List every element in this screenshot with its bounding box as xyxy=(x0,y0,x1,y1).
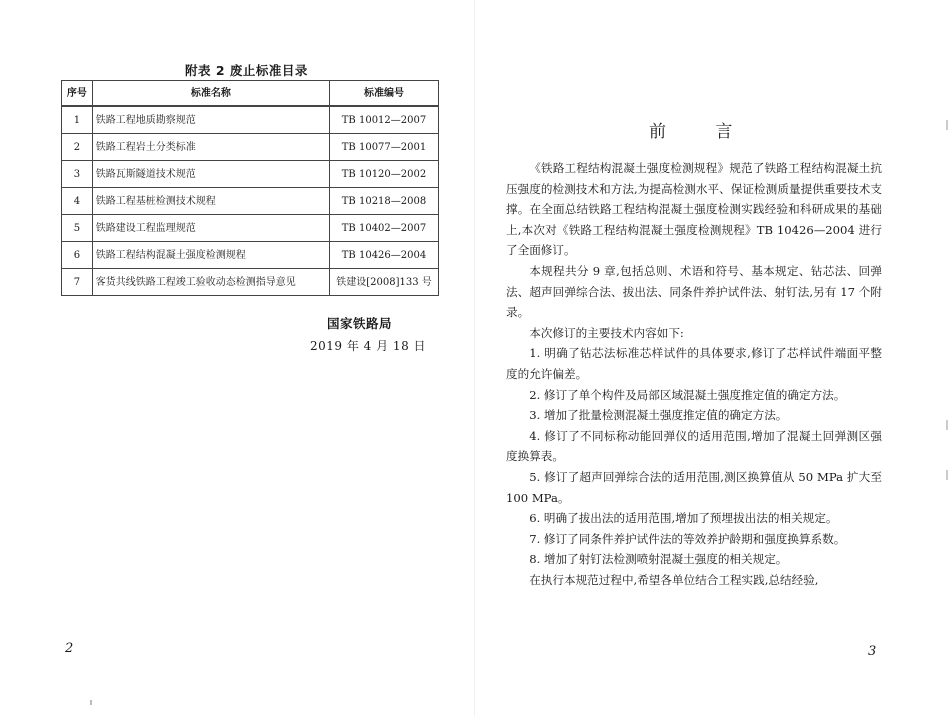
scan-edge-mark xyxy=(946,420,948,430)
row-code: TB 10120—2002 xyxy=(330,161,439,188)
page-number-right: 3 xyxy=(868,644,877,659)
preface-list-item: 3. 增加了批量检测混凝土强度推定值的确定方法。 xyxy=(529,408,788,423)
table-header-row xyxy=(62,81,439,107)
preface-list-item: 2. 修订了单个构件及局部区域混凝土强度推定值的确定方法。 xyxy=(529,387,846,402)
preface-title: 前 言 xyxy=(649,122,755,142)
table-row xyxy=(62,134,439,161)
row-no: 3 xyxy=(62,161,93,188)
scan-edge-mark xyxy=(946,120,948,130)
preface-body xyxy=(506,158,882,590)
preface-paragraph: 本规程共分 9 章,包括总则、术语和符号、基本规定、钻芯法、回弹法、超声回弹综合法、拔出法、同条件养护试件法、射钉法,另有 17 个附录。 xyxy=(506,263,882,320)
row-no: 4 xyxy=(62,188,93,215)
table-row xyxy=(62,242,439,269)
preface-list-item: 1. 明确了钻芯法标准芯样试件的具体要求,修订了芯样试件端面平整度的允许偏差。 xyxy=(506,346,882,381)
row-no: 7 xyxy=(62,269,93,296)
table-row xyxy=(62,188,439,215)
row-no: 1 xyxy=(62,106,93,134)
abolished-standards-table xyxy=(61,80,439,296)
row-code: TB 10218—2008 xyxy=(330,188,439,215)
table-row xyxy=(62,161,439,188)
preface-paragraph: 《铁路工程结构混凝土强度检测规程》规范了铁路工程结构混凝土抗压强度的检测技术和方法,为提高检测水平、保证检测质量提供重要技术支撑。在全面总结铁路工程结构混凝土强度检测实践经验和科研成果的基础上,本次对《铁路工程结构混凝土强度检测规程》TB 10426—2004 进行了全面修订。 xyxy=(506,161,882,258)
preface-list-item: 8. 增加了射钉法检测喷射混凝土强度的相关规定。 xyxy=(529,552,788,567)
row-code: 铁建设[2008]133 号 xyxy=(330,269,439,296)
header-no: 序号 xyxy=(62,81,93,107)
row-name: 客货共线铁路工程竣工验收动态检测指导意见 xyxy=(92,269,329,296)
row-no: 5 xyxy=(62,215,93,242)
preface-list-item: 4. 修订了不同标称动能回弹仪的适用范围,增加了混凝土回弹测区强度换算表。 xyxy=(506,428,882,464)
right-page xyxy=(475,0,950,716)
table-row xyxy=(62,106,439,134)
row-name: 铁路工程岩土分类标准 xyxy=(92,134,329,161)
preface-list-item: 7. 修订了同条件养护试件法的等效养护龄期和强度换算系数。 xyxy=(529,531,846,546)
preface-list-item: 6. 明确了拔出法的适用范围,增加了预埋拔出法的相关规定。 xyxy=(529,511,838,526)
preface-paragraph: 在执行本规范过程中,希望各单位结合工程实践,总结经验, xyxy=(529,572,819,587)
row-code: TB 10426—2004 xyxy=(330,242,439,269)
row-code: TB 10077—2001 xyxy=(330,134,439,161)
issue-date: 2019 年 4 月 18 日 xyxy=(310,339,427,353)
table-row xyxy=(62,215,439,242)
page-number-left: 2 xyxy=(65,641,74,656)
table-row xyxy=(62,269,439,296)
row-name: 铁路工程结构混凝土强度检测规程 xyxy=(92,242,329,269)
row-code: TB 10012—2007 xyxy=(330,106,439,134)
header-name: 标准名称 xyxy=(92,81,329,107)
row-name: 铁路工程基桩检测技术规程 xyxy=(92,188,329,215)
row-code: TB 10402—2007 xyxy=(330,215,439,242)
row-name: 铁路建设工程监理规范 xyxy=(92,215,329,242)
scan-edge-mark xyxy=(946,470,948,480)
row-no: 6 xyxy=(62,242,93,269)
issuing-authority: 国家铁路局 xyxy=(327,316,393,331)
preface-paragraph: 本次修订的主要技术内容如下: xyxy=(529,325,684,340)
preface-list-item: 5. 修订了超声回弹综合法的适用范围,测区换算值从 50 MPa 扩大至 100 MPa。 xyxy=(506,469,882,505)
row-no: 2 xyxy=(62,134,93,161)
header-code: 标准编号 xyxy=(330,81,439,107)
row-name: 铁路瓦斯隧道技术规范 xyxy=(92,161,329,188)
scan-speck xyxy=(90,700,92,705)
row-name: 铁路工程地质勘察规范 xyxy=(92,106,329,134)
table-caption: 附表 2 废止标准目录 xyxy=(185,63,308,78)
